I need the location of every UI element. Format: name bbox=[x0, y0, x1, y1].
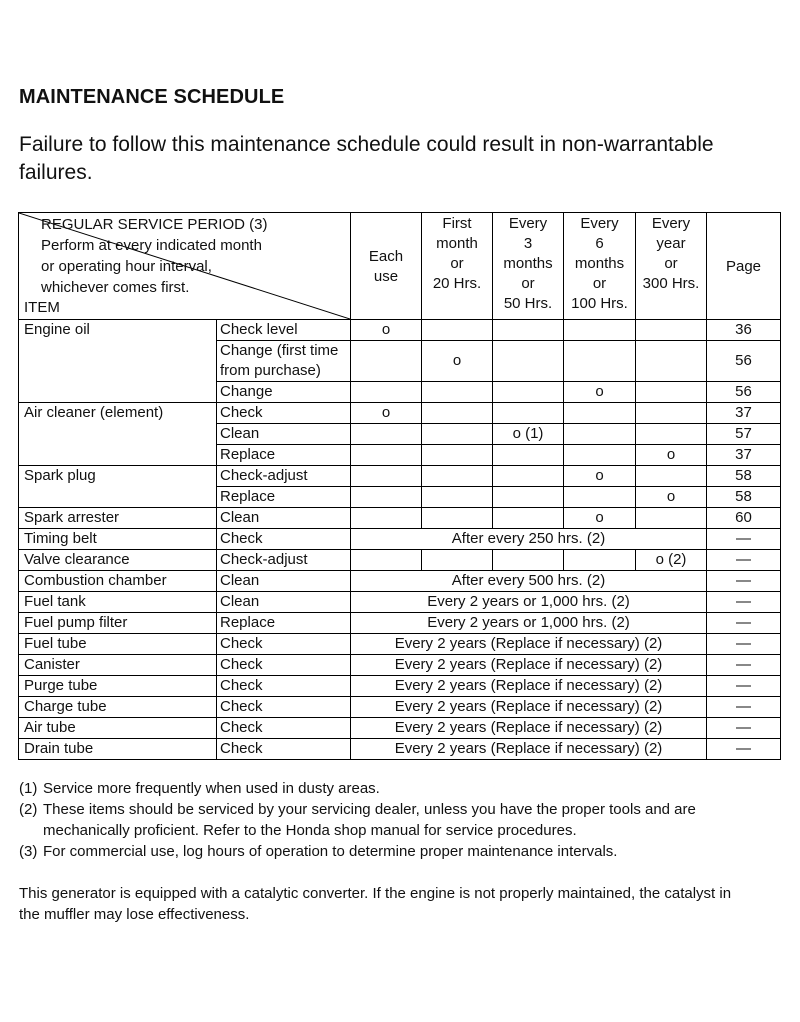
action-cell: Replace bbox=[217, 613, 351, 634]
catalytic-converter-note: This generator is equipped with a catalytic converter. If the engine is not properly maintained, the catalyst in the muffler may lose effectiveness. bbox=[19, 885, 732, 923]
table-row bbox=[19, 571, 781, 592]
action-cell: Check bbox=[217, 529, 351, 550]
corner-line-3: or operating hour interval, bbox=[41, 258, 212, 275]
page-ref: — bbox=[707, 718, 781, 739]
page-ref: — bbox=[707, 739, 781, 760]
action-cell: Clean bbox=[217, 571, 351, 592]
item-purge-tube: Purge tube bbox=[19, 676, 217, 697]
item-canister: Canister bbox=[19, 655, 217, 676]
footnote-text: For commercial use, log hours of operation to determine proper maintenance intervals. bbox=[43, 843, 618, 860]
action-cell: Clean bbox=[217, 424, 351, 445]
action-cell: Clean bbox=[217, 592, 351, 613]
action-cell: Check level bbox=[217, 320, 351, 341]
action-cell: Change bbox=[217, 382, 351, 403]
page-ref: — bbox=[707, 592, 781, 613]
table-row bbox=[19, 739, 781, 760]
table-row bbox=[19, 676, 781, 697]
mark-first-month: o bbox=[422, 341, 493, 382]
page-ref: 56 bbox=[707, 341, 781, 382]
table-row bbox=[19, 613, 781, 634]
interval-span: Every 2 years (Replace if necessary) (2) bbox=[351, 634, 707, 655]
interval-span: Every 2 years (Replace if necessary) (2) bbox=[351, 739, 707, 760]
footnote-3 bbox=[19, 841, 779, 862]
col-page: Page bbox=[707, 213, 781, 320]
item-fuel-pump-filter: Fuel pump filter bbox=[19, 613, 217, 634]
action-cell: Replace bbox=[217, 445, 351, 466]
interval-span: Every 2 years (Replace if necessary) (2) bbox=[351, 655, 707, 676]
page-ref: 60 bbox=[707, 508, 781, 529]
corner-line-2: Perform at every indicated month bbox=[41, 237, 262, 254]
table-row bbox=[19, 697, 781, 718]
table-row bbox=[19, 550, 781, 571]
table-row bbox=[19, 592, 781, 613]
item-fuel-tube: Fuel tube bbox=[19, 634, 217, 655]
page-title: MAINTENANCE SCHEDULE bbox=[19, 86, 285, 108]
action-cell: Check-adjust bbox=[217, 466, 351, 487]
mark-every-6-months: o bbox=[564, 508, 636, 529]
page-ref: — bbox=[707, 613, 781, 634]
action-cell: Replace bbox=[217, 487, 351, 508]
mark-every-year: o bbox=[636, 445, 707, 466]
item-charge-tube: Charge tube bbox=[19, 697, 217, 718]
footnote-number: (3) bbox=[19, 843, 38, 860]
action-cell: Check bbox=[217, 676, 351, 697]
page-ref: 37 bbox=[707, 445, 781, 466]
action-cell: Check bbox=[217, 634, 351, 655]
mark-every-6-months: o bbox=[564, 466, 636, 487]
table-row bbox=[19, 718, 781, 739]
interval-span: Every 2 years (Replace if necessary) (2) bbox=[351, 697, 707, 718]
header-row bbox=[19, 213, 781, 320]
header-corner-cell bbox=[19, 213, 351, 320]
mark-each-use: o bbox=[351, 403, 422, 424]
table-row bbox=[19, 320, 781, 341]
footnote-2 bbox=[19, 799, 779, 841]
col-every-6-months: Every 6 months or 100 Hrs. bbox=[564, 213, 636, 320]
maintenance-table bbox=[18, 212, 781, 760]
action-cell: Check bbox=[217, 697, 351, 718]
table-row bbox=[19, 655, 781, 676]
footnote-text: These items should be serviced by your servicing dealer, unless you have the proper tools and are bbox=[43, 801, 696, 818]
item-air-tube: Air tube bbox=[19, 718, 217, 739]
page-ref: 56 bbox=[707, 382, 781, 403]
action-cell: Check bbox=[217, 403, 351, 424]
item-combustion-chamber: Combustion chamber bbox=[19, 571, 217, 592]
table-row bbox=[19, 403, 781, 424]
item-fuel-tank: Fuel tank bbox=[19, 592, 217, 613]
mark-every-3-months: o (1) bbox=[493, 424, 564, 445]
page-ref: — bbox=[707, 676, 781, 697]
page-ref: 57 bbox=[707, 424, 781, 445]
intro-warning: Failure to follow this maintenance schedule could result in non-warrantable failures. bbox=[19, 133, 714, 184]
corner-line-4: whichever comes first. bbox=[41, 279, 190, 296]
col-each-use: Each use bbox=[351, 213, 422, 320]
item-air-cleaner: Air cleaner (element) bbox=[19, 403, 217, 466]
table-row bbox=[19, 508, 781, 529]
item-spark-arrester: Spark arrester bbox=[19, 508, 217, 529]
page-ref: — bbox=[707, 550, 781, 571]
footnotes bbox=[19, 778, 779, 862]
col-every-3-months: Every 3 months or 50 Hrs. bbox=[493, 213, 564, 320]
mark-every-year: o (2) bbox=[636, 550, 707, 571]
interval-span: After every 250 hrs. (2) bbox=[351, 529, 707, 550]
action-cell: Check-adjust bbox=[217, 550, 351, 571]
action-cell: Check bbox=[217, 739, 351, 760]
footnote-number: (2) bbox=[19, 801, 38, 818]
col-first-month: First month or 20 Hrs. bbox=[422, 213, 493, 320]
action-cell: Check bbox=[217, 718, 351, 739]
item-drain-tube: Drain tube bbox=[19, 739, 217, 760]
page-ref: — bbox=[707, 655, 781, 676]
table-row bbox=[19, 529, 781, 550]
item-column-label: ITEM bbox=[24, 299, 60, 316]
footnote-1 bbox=[19, 778, 779, 799]
interval-span: After every 500 hrs. (2) bbox=[351, 571, 707, 592]
page-ref: 36 bbox=[707, 320, 781, 341]
interval-span: Every 2 years (Replace if necessary) (2) bbox=[351, 718, 707, 739]
footnote-text: mechanically proficient. Refer to the Honda shop manual for service procedures. bbox=[43, 822, 577, 839]
mark-every-6-months: o bbox=[564, 382, 636, 403]
page-ref: 37 bbox=[707, 403, 781, 424]
table-row bbox=[19, 634, 781, 655]
interval-span: Every 2 years (Replace if necessary) (2) bbox=[351, 676, 707, 697]
action-cell: Check bbox=[217, 655, 351, 676]
col-every-year: Every year or 300 Hrs. bbox=[636, 213, 707, 320]
item-engine-oil: Engine oil bbox=[19, 320, 217, 403]
page-ref: — bbox=[707, 634, 781, 655]
mark-every-year: o bbox=[636, 487, 707, 508]
item-timing-belt: Timing belt bbox=[19, 529, 217, 550]
page-ref: 58 bbox=[707, 487, 781, 508]
page-ref: — bbox=[707, 697, 781, 718]
page-ref: — bbox=[707, 529, 781, 550]
action-cell: Change (first time from purchase) bbox=[217, 341, 351, 382]
footnote-text: Service more frequently when used in dusty areas. bbox=[43, 780, 380, 797]
table-row bbox=[19, 466, 781, 487]
page-ref: — bbox=[707, 571, 781, 592]
item-valve-clearance: Valve clearance bbox=[19, 550, 217, 571]
interval-span: Every 2 years or 1,000 hrs. (2) bbox=[351, 613, 707, 634]
page-ref: 58 bbox=[707, 466, 781, 487]
corner-line-1: REGULAR SERVICE PERIOD (3) bbox=[41, 216, 268, 233]
service-period-note bbox=[41, 214, 267, 298]
item-spark-plug: Spark plug bbox=[19, 466, 217, 508]
action-cell: Clean bbox=[217, 508, 351, 529]
mark-each-use: o bbox=[351, 320, 422, 341]
footnote-number: (1) bbox=[19, 780, 38, 797]
interval-span: Every 2 years or 1,000 hrs. (2) bbox=[351, 592, 707, 613]
